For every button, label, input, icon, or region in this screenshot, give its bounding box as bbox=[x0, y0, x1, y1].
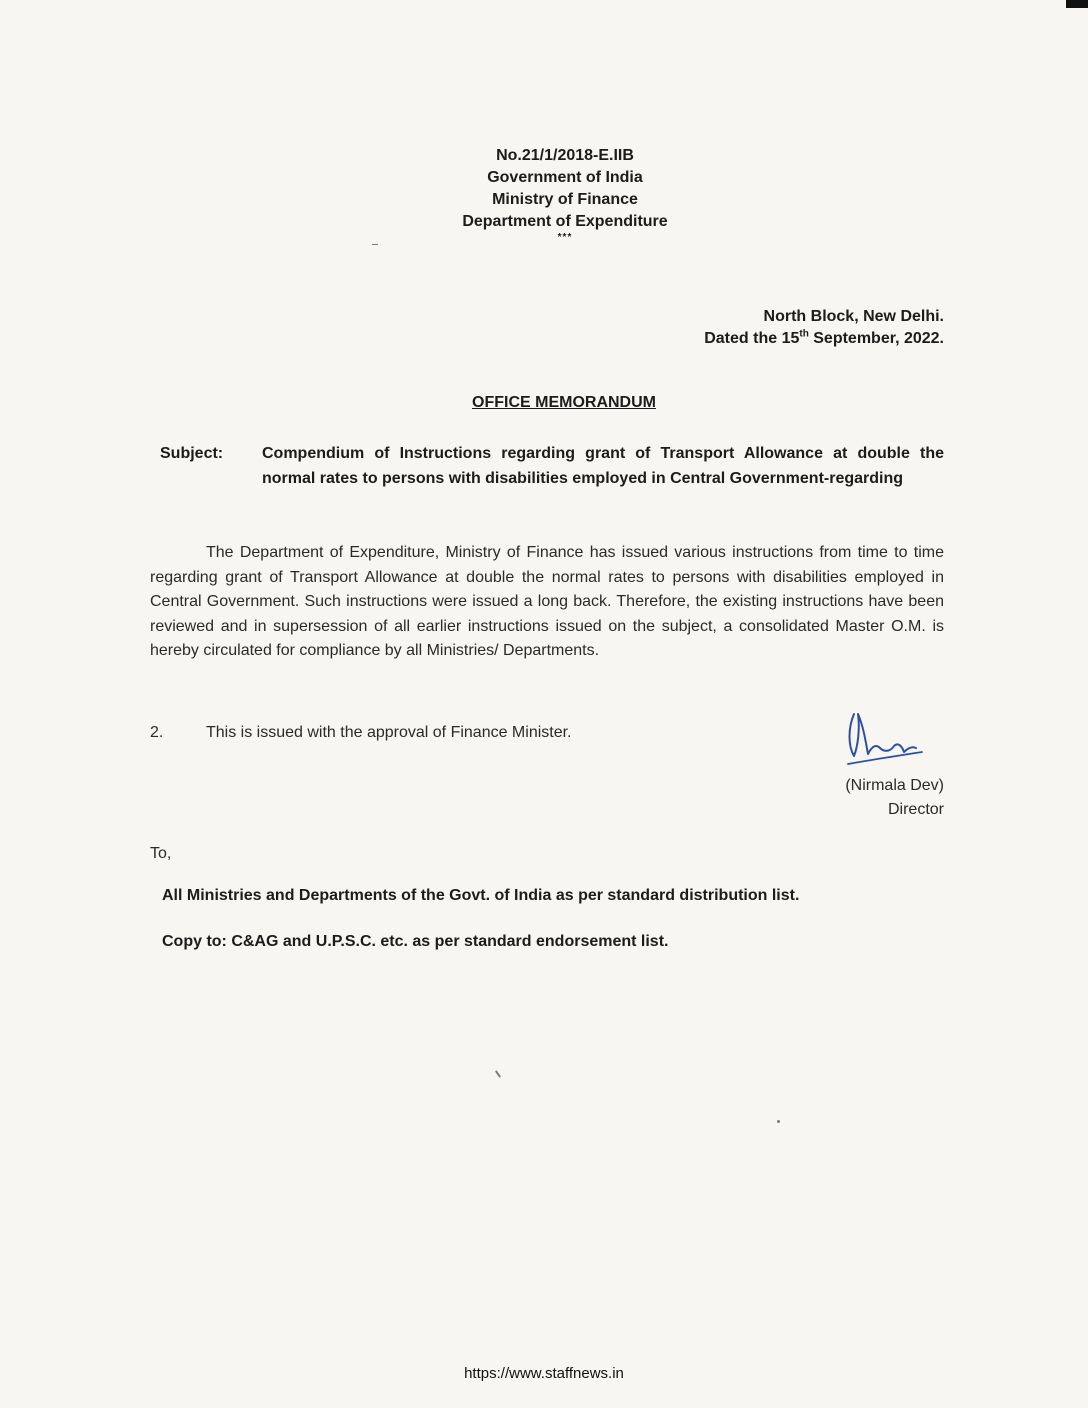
subject-label: Subject: bbox=[160, 445, 224, 462]
signatory-block bbox=[845, 774, 944, 822]
government-name: Government of India bbox=[487, 169, 643, 186]
memo-title: OFFICE MEMORANDUM bbox=[472, 394, 656, 411]
letterhead bbox=[380, 145, 750, 243]
scan-speck bbox=[777, 1120, 780, 1123]
subject-text: Compendium of Instructions regarding grant of Transport Allowance at double the normal rates to persons with disabilities employed in Central Government-regarding bbox=[262, 445, 944, 487]
ministry-name: Ministry of Finance bbox=[492, 191, 638, 208]
handwritten-signature bbox=[842, 702, 928, 768]
paragraph-1: The Department of Expenditure, Ministry of Finance has issued various instructions from time to time regarding grant of Transport Allowance at double the normal rates to persons with disabilities employed in Central Government. Such instructions were issued a long back. Therefore, the existing instructions have been reviewed and in supersession of all earlier instructions issued on the subject, a consolidated Master O.M. is hereby circulated for compliance by all Ministries/ Departments. bbox=[150, 544, 944, 659]
to-label: To, bbox=[150, 845, 172, 862]
footer-url[interactable]: https://www.staffnews.in bbox=[464, 1365, 624, 1382]
place: North Block, New Delhi. bbox=[763, 308, 944, 325]
date-suffix: th bbox=[799, 328, 809, 340]
header-separator: *** bbox=[557, 232, 573, 243]
copy-to-line: Copy to: C&AG and U.P.S.C. etc. as per standard endorsement list. bbox=[162, 933, 669, 950]
scan-speck bbox=[372, 244, 378, 245]
signatory-designation: Director bbox=[887, 801, 944, 818]
distribution-line: All Ministries and Departments of the Govt. of India as per standard distribution list. bbox=[162, 887, 800, 904]
paragraph-number: 2. bbox=[150, 724, 164, 741]
paragraph-2-text: This is issued with the approval of Finance Minister. bbox=[206, 724, 572, 741]
place-date-block bbox=[704, 306, 944, 350]
paragraph-2 bbox=[150, 722, 572, 744]
date bbox=[704, 328, 944, 350]
department-name: Department of Expenditure bbox=[462, 213, 668, 230]
scan-corner-mark bbox=[1066, 0, 1088, 8]
date-prefix: Dated the 15 bbox=[704, 330, 800, 347]
scan-speck bbox=[495, 1070, 501, 1078]
signatory-name: (Nirmala Dev) bbox=[845, 777, 944, 794]
date-rest: September, 2022. bbox=[808, 330, 944, 347]
file-number: No.21/1/2018-E.IIB bbox=[496, 147, 634, 164]
